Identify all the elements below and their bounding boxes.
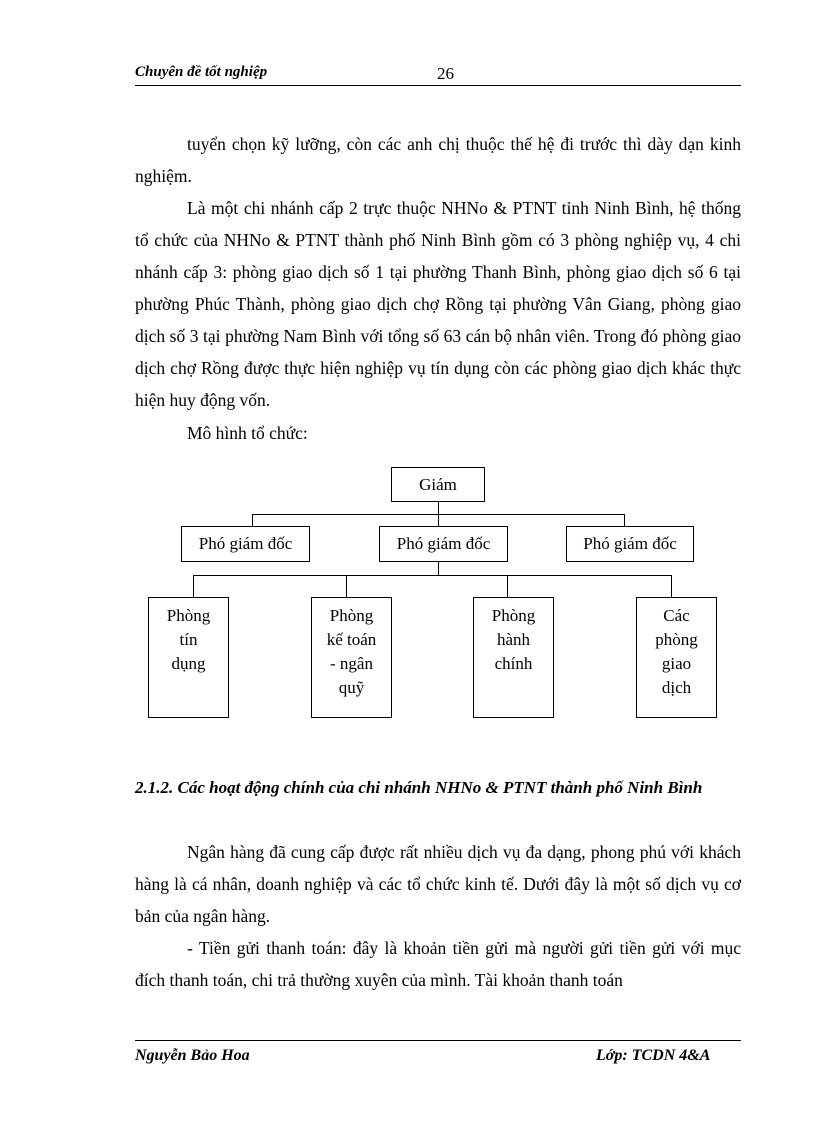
connector <box>252 514 253 526</box>
paragraph-1: tuyển chọn kỹ lưỡng, còn các anh chị thuộc thế hệ đi trước thì dày dạn kinh nghiệm. <box>135 134 741 186</box>
dept-line: dịch <box>661 678 692 697</box>
section-heading: 2.1.2. Các hoạt động chính của chi nhánh NHNo & PTNT thành phố Ninh Bình <box>135 778 703 797</box>
deputy-box-3: Phó giám đốc <box>566 526 694 562</box>
dept-line: Phòng <box>166 606 211 625</box>
department-box-admin <box>473 597 554 718</box>
connector <box>507 575 508 597</box>
dept-line: Các <box>663 606 690 625</box>
paragraph-2: Là một chi nhánh cấp 2 trực thuộc NHNo & PTNT tỉnh Ninh Bình, hệ thống tổ chức của NHNo & PTNT thành phố Ninh Bình gồm có 3 phòng nghiệp vụ, 4 chi nhánh cấp 3: phòng giao dịch số 1 tại phường Thanh Bình, phòng giao dịch số 6 tại phường Phúc Thành, phòng giao dịch chợ Rồng tại phường Vân Giang, phòng giao dịch số 3 tại phường Nam Bình với tổng số 63 cán bộ nhân viên. Trong đó phòng giao dịch chợ Rồng được thực hiện nghiệp vụ tín dụng còn các phòng giao dịch khác thực hiện huy động vốn. <box>135 198 741 410</box>
section-paragraph-1: Ngân hàng đã cung cấp được rất nhiều dịch vụ đa dạng, phong phú với khách hàng là cá nhân, doanh nghiệp và các tổ chức kinh tế. Dưới đây là một số dịch vụ cơ bản của ngân hàng. <box>135 842 741 926</box>
dept-line: tín <box>179 630 198 649</box>
section-paragraph-2: - Tiền gửi thanh toán: đây là khoản tiền gửi mà người gửi tiền gửi với mục đích thanh toán, chi trả thường xuyên của mình. Tài khoản thanh toán <box>135 938 741 990</box>
connector <box>438 501 439 514</box>
department-box-accounting <box>311 597 392 718</box>
connector <box>193 575 194 597</box>
dept-line: dụng <box>171 654 206 673</box>
body-text <box>135 128 741 416</box>
connector <box>193 575 671 576</box>
header-rule <box>135 85 741 86</box>
dept-line: kế toán <box>326 630 377 649</box>
deputy-box-2: Phó giám đốc <box>379 526 508 562</box>
department-box-credit <box>148 597 229 718</box>
connector <box>346 575 347 597</box>
dept-line: Phòng <box>491 606 536 625</box>
dept-line: - ngân <box>330 654 373 673</box>
connector <box>671 575 672 597</box>
connector <box>438 561 439 575</box>
director-box: Giám <box>391 467 485 502</box>
connector <box>252 514 625 515</box>
connector <box>438 514 439 526</box>
section-body <box>135 836 741 996</box>
page-number: 26 <box>437 64 454 83</box>
header-title: Chuyên đề tốt nghiệp <box>135 64 268 80</box>
dept-line: phòng <box>655 630 698 649</box>
dept-line: hành <box>496 630 531 649</box>
department-box-transactions <box>636 597 717 718</box>
footer-author: Nguyễn Bảo Hoa <box>135 1047 250 1064</box>
dept-line: giao <box>661 654 692 673</box>
deputy-box-1: Phó giám đốc <box>181 526 310 562</box>
footer-class: Lớp: TCDN 4&A <box>596 1047 711 1064</box>
org-chart-label: Mô hình tổ chức: <box>187 423 308 443</box>
dept-line: Phòng <box>329 606 374 625</box>
footer-rule <box>135 1040 741 1041</box>
dept-line: chính <box>494 654 533 673</box>
dept-line: quỹ <box>338 678 365 697</box>
connector <box>624 514 625 526</box>
